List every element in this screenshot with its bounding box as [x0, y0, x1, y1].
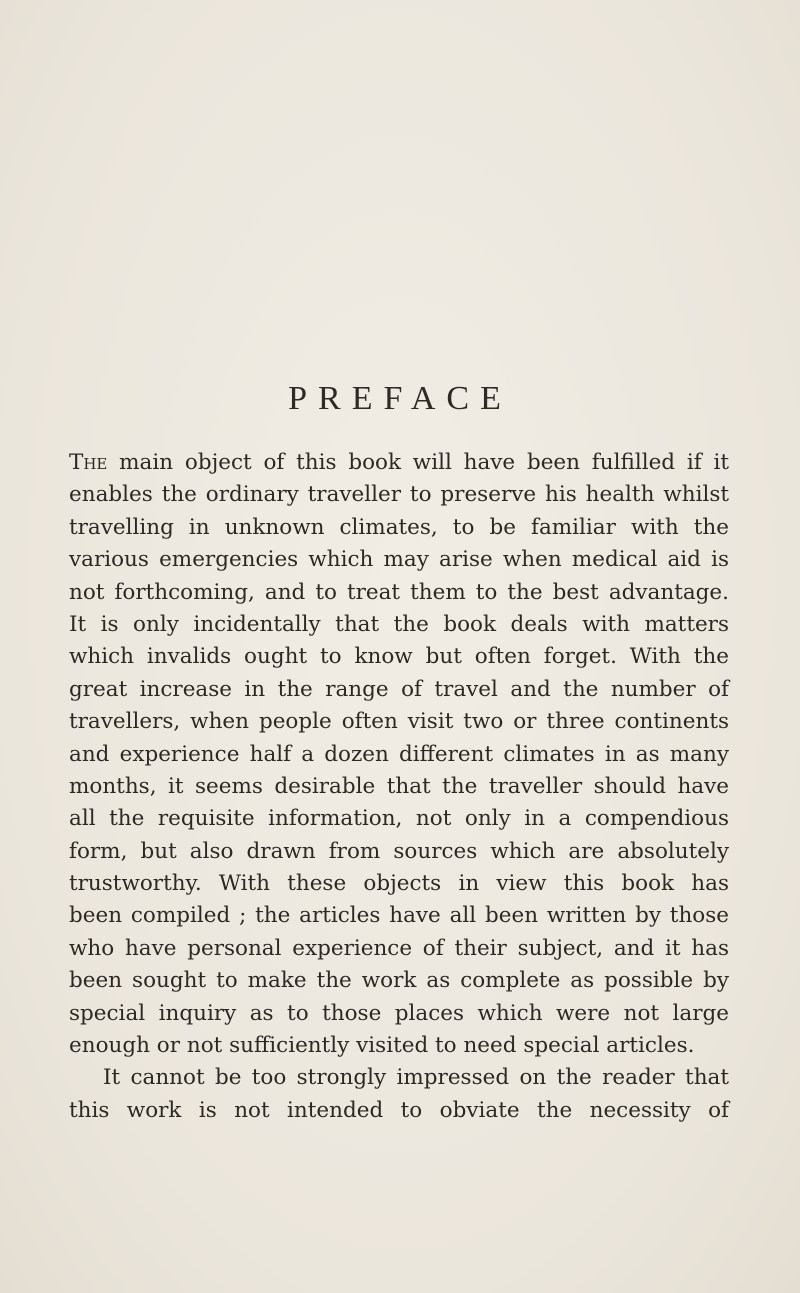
text-line-5: not forthcoming, and to treat them to the best advantage.	[69, 579, 729, 605]
text-line-1	[69, 447, 729, 479]
text-line-6: It is only incidentally that the book deals with matters	[69, 611, 729, 637]
text-line-17: been sought to make the work as complete as possible by	[69, 968, 729, 994]
text-line-2: enables the ordinary traveller to preserve his health whilst	[69, 482, 729, 508]
text-line-8: great increase in the range of travel and the number of	[69, 676, 729, 702]
first-line-text: main object of this book will have been fulfilled if it	[107, 450, 729, 475]
text-line-14: trustworthy. With these objects in view this book has	[69, 871, 729, 897]
text-line-9: travellers, when people often visit two or three continents	[69, 709, 729, 735]
text-line-11: months, it seems desirable that the traveller should have	[69, 773, 729, 799]
text-line-21: this work is not intended to obviate the necessity of	[69, 1097, 729, 1123]
lead-word: The	[69, 450, 108, 475]
text-line-10: and experience half a dozen different climates in as many	[69, 741, 729, 767]
text-line-12: all the requisite information, not only in a compendious	[69, 806, 729, 832]
text-line-3: travelling in unknown climates, to be familiar with the	[69, 514, 729, 540]
text-line-4: various emergencies which may arise when medical aid is	[69, 547, 729, 573]
page-title: PREFACE	[288, 380, 512, 417]
text-line-15: been compiled ; the articles have all been written by those	[69, 903, 729, 929]
text-line-13: form, but also drawn from sources which are absolutely	[69, 838, 729, 864]
text-line-20: It cannot be too strongly impressed on the reader that	[103, 1065, 729, 1091]
text-line-18: special inquiry as to those places which were not large	[69, 1000, 729, 1026]
text-line-16: who have personal experience of their subject, and it has	[69, 935, 729, 961]
preface-body	[69, 447, 729, 1127]
text-line-7: which invalids ought to know but often forget. With the	[69, 644, 729, 670]
text-line-19: enough or not sufficiently visited to need special articles.	[69, 1033, 695, 1059]
